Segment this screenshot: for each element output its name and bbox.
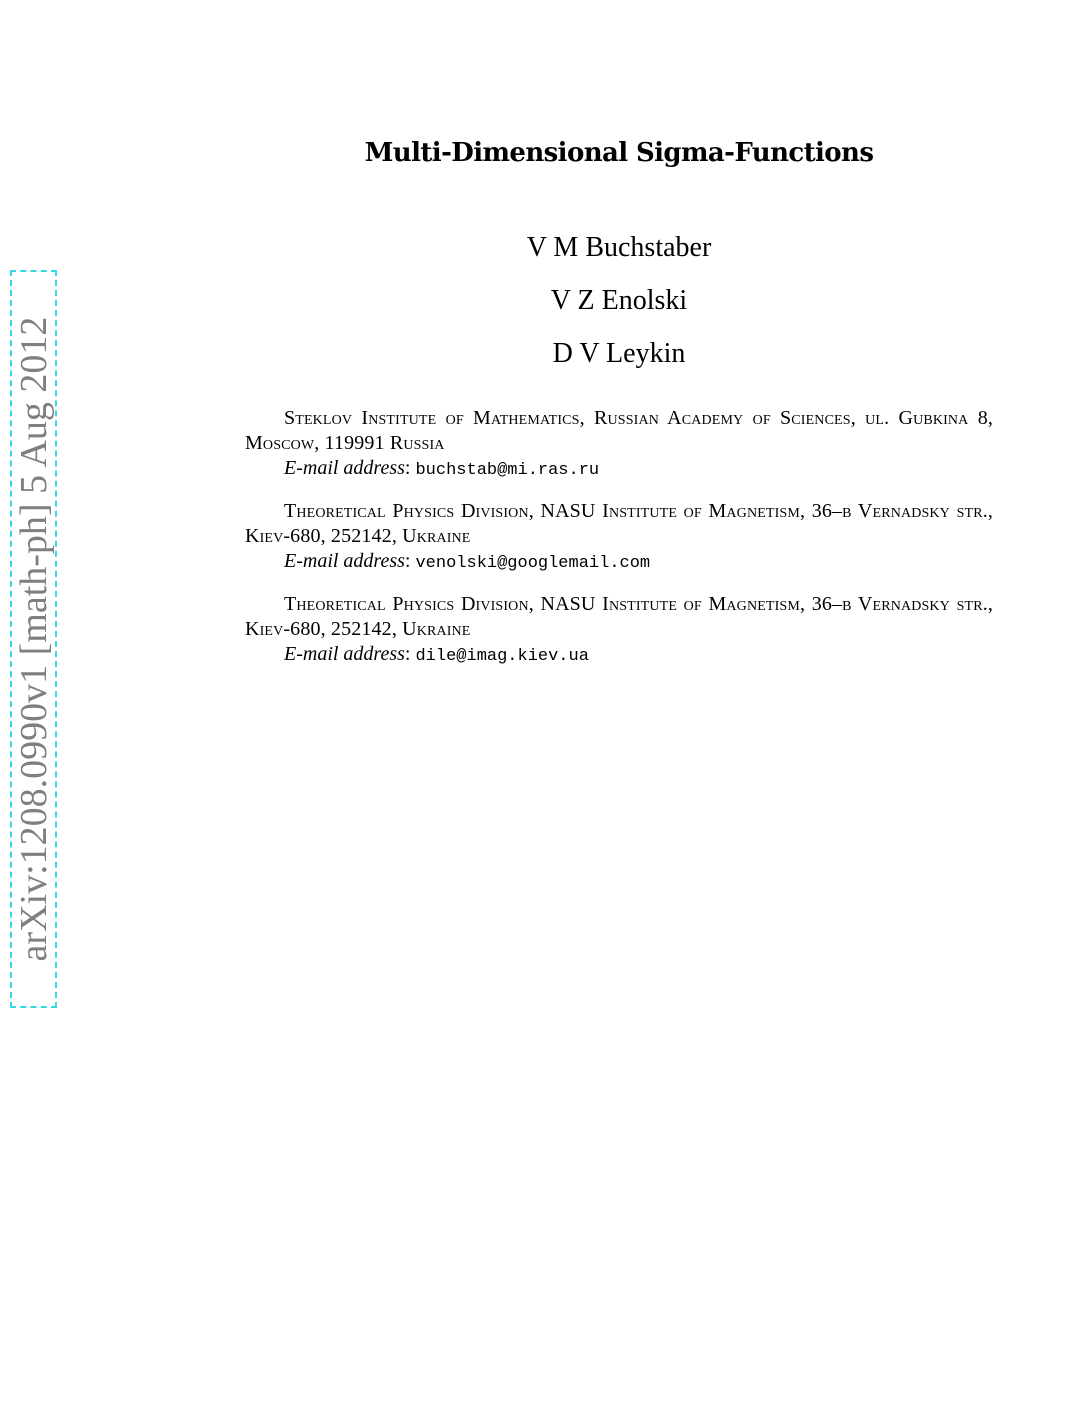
email-address[interactable]: dile@imag.kiev.ua <box>415 647 589 666</box>
paper-title: Multi-Dimensional Sigma-Functions <box>364 138 874 168</box>
email-address[interactable]: venolski@googlemail.com <box>415 554 651 573</box>
author-name: V M Buchstaber <box>526 232 712 263</box>
email-line: E-mail address: venolski@googlemail.com <box>284 550 651 573</box>
email-label: E-mail address <box>284 643 405 665</box>
email-label: E-mail address <box>284 457 405 479</box>
affiliation-block <box>245 406 993 483</box>
author-name: V Z Enolski <box>550 285 688 316</box>
affiliation-block <box>245 592 993 669</box>
email-line: E-mail address: buchstab@mi.ras.ru <box>284 457 600 480</box>
arxiv-stamp <box>10 270 57 1008</box>
affiliation-text: Steklov Institute of Mathematics, Russian Academy of Sciences, ul. Gubkina 8, Moscow, 119991 Russia <box>245 407 993 454</box>
email-address[interactable]: buchstab@mi.ras.ru <box>415 461 600 480</box>
affiliation-block <box>245 499 993 576</box>
author-name: D V Leykin <box>552 338 686 369</box>
affiliation-text: Theoretical Physics Division, NASU Institute of Magnetism, 36–b Vernadsky str., Kiev-680, 252142, Ukraine <box>245 593 993 640</box>
email-label: E-mail address <box>284 550 405 572</box>
arxiv-stamp-text: arXiv:1208.0990v1 [math-ph] 5 Aug 2012 <box>12 316 55 962</box>
email-line: E-mail address: dile@imag.kiev.ua <box>284 643 589 666</box>
affiliation-text: Theoretical Physics Division, NASU Institute of Magnetism, 36–b Vernadsky str., Kiev-680, 252142, Ukraine <box>245 500 993 547</box>
